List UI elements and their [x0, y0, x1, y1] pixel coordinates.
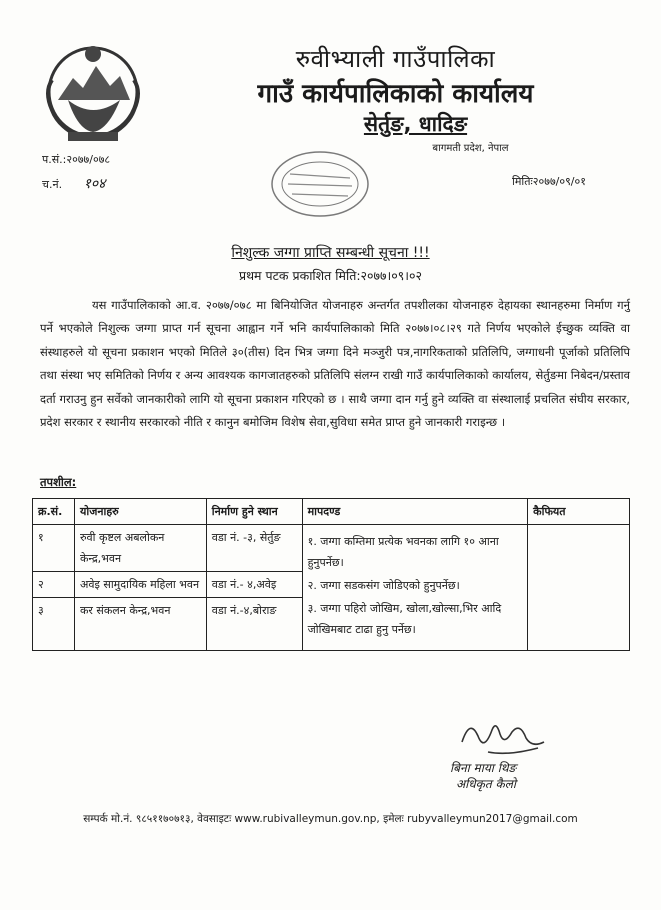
- office-location: सेर्तुङ, धादिङ: [363, 112, 468, 136]
- notice-title: निशुल्क जग्गा प्राप्ति सम्बन्धी सूचना !!!: [231, 245, 430, 261]
- contact-footer: सम्पर्क मो.नं. ९८५११७०७१३, वेवसाइटः www.rubivalleymun.gov.np, इमेलः rubyvalleymun2017@gmail.com: [83, 813, 578, 825]
- reference-number: [42, 152, 110, 167]
- signatory-block: [450, 760, 516, 792]
- publication-date: प्रथम पटक प्रकाशित मिति:२०७७।०९।०२: [238, 268, 423, 283]
- row-location: वडा नं.- ४,अवेइ: [206, 572, 302, 598]
- signatory-title: अधिकृत कैलो: [456, 777, 516, 791]
- col-header-remarks: कैफियत: [528, 499, 630, 525]
- office-stamp-icon: [268, 148, 372, 220]
- row-location: वडा नं. -३, सेर्तुङ: [206, 525, 302, 572]
- office-name: रुवीभ्याली गाउँपालिका: [295, 45, 496, 73]
- signature-icon: [448, 712, 558, 760]
- plans-table: [32, 498, 630, 651]
- ref-label: प.सं.:: [42, 153, 67, 166]
- dispatch-number: [42, 174, 105, 193]
- notice-body-text: यस गाउँपालिकाको आ.व. २०७७/०७८ मा बिनियोजित योजनाहरु अन्तर्गत तपशीलका योजनाहरु देहायका स्थानहरुमा निर्माण गर्नु पर्ने भएकोले निशुल्क जग्गा प्राप्त गर्न सूचना आह्वान गर्ने भनि कार्यपालिकाको मिति २०७७।०८।२९ गते निर्णय भएकोले ईच्छुक व्यक्ति वा संस्थाहरुले यो सूचना प्रकाशन भएको मितिले ३०(तीस) दिन भित्र जग्गा दिने मञ्जुरी पत्र,नागरिकताको प्रतिलिपि, जग्गाधनी पूर्जाको प्रतिलिपि तथा संस्था भए समितिको निर्णय र अन्य आवश्यक कागजातहरुको प्रतिलिपि संलग्न राखी गाउँ कार्यपालिकाको कार्यालय, सेर्तुङमा निबेदन/प्रस्ताव दर्ता गराउनु हुन सर्वेको जानकारीको लागि यो सूचना प्रकाशन गरिएको छ । साथै जग्गा दान गर्नु हुने व्यक्ति वा संस्थालाई प्रचलित संघीय सरकार, प्रदेश सरकार र स्थानीय सरकारको नीति र कानुन बमोजिम विशेष सेवा,सुविधा समेत प्राप्त हुने जानकारी गराइन्छ ।: [40, 298, 630, 430]
- criteria-item: ३. जग्गा पहिरो जोखिम, खोला,खोल्सा,भिर आदि जोखिमबाट टाढा हुनु पर्नेछ।: [307, 602, 502, 636]
- signatory-name: बिना माया थिङ: [450, 761, 517, 775]
- col-header-criteria: मापदण्ड: [302, 499, 528, 525]
- notice-body: [40, 294, 630, 434]
- office-province: बागमती प्रदेश, नेपाल: [432, 143, 509, 154]
- details-label: तपशील:: [40, 475, 77, 489]
- row-plan: कर संकलन केन्द्र,भवन: [74, 598, 206, 651]
- row-plan: रुवी कृष्टल अबलोकन केन्द्र,भवन: [74, 525, 206, 572]
- dispatch-value: १०४: [83, 176, 106, 192]
- col-header-location: निर्माण हुने स्थान: [206, 499, 302, 525]
- row-sn: १: [33, 525, 75, 572]
- remarks-cell: [528, 525, 630, 651]
- row-plan: अवेइ सामुदायिक महिला भवन: [74, 572, 206, 598]
- criteria-item: १. जग्गा कम्तिमा प्रत्येक भवनका लागि १० आना हुनुपर्नेछ।: [307, 535, 499, 569]
- dispatch-label: च.नं.: [42, 178, 63, 191]
- criteria-cell: [302, 525, 528, 651]
- nepal-emblem-icon: [38, 40, 148, 145]
- row-sn: ३: [33, 598, 75, 651]
- table-header-row: [33, 499, 630, 525]
- date-label: मितिः: [512, 175, 533, 188]
- date-value: २०७७/०९/०१: [532, 175, 586, 188]
- row-sn: २: [33, 572, 75, 598]
- ref-value: २०७७/०७८: [66, 153, 111, 166]
- row-location: वडा नं.-४,बोराङ: [206, 598, 302, 651]
- letter-date: [512, 174, 586, 189]
- table-row: [33, 525, 630, 572]
- criteria-item: २. जग्गा सडकसंग जोडिएको हुनुपर्नेछ।: [307, 579, 460, 592]
- col-header-plans: योजनाहरु: [74, 499, 206, 525]
- office-subtitle: गाउँ कार्यपालिकाको कार्यालय: [257, 79, 534, 109]
- col-header-sn: क्र.सं.: [33, 499, 75, 525]
